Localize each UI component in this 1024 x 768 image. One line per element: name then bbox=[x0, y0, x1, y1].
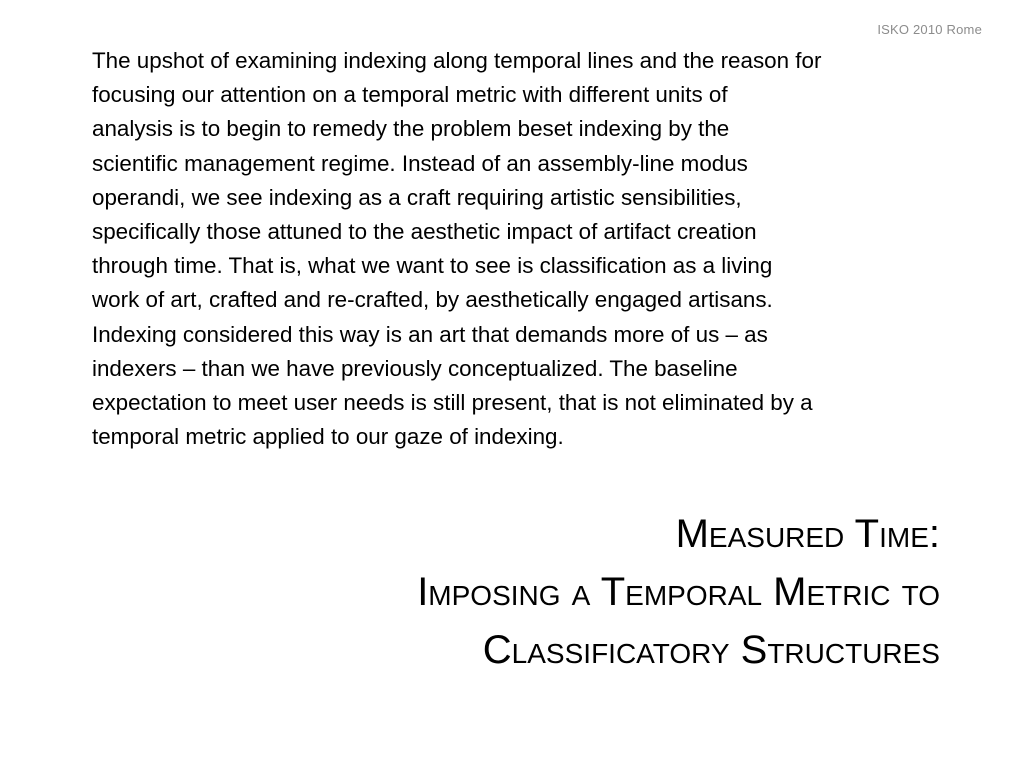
conference-tag: ISKO 2010 Rome bbox=[877, 22, 982, 37]
body-line: specifically those attuned to the aesthetic impact of artifact creation bbox=[92, 219, 757, 245]
body-line: focusing our attention on a temporal metric with different units of bbox=[92, 82, 728, 108]
body-line: scientific management regime. Instead of an assembly-line modus bbox=[92, 150, 748, 176]
title-line-1: Measured Time: bbox=[675, 512, 940, 556]
title-line-3: Classificatory Structures bbox=[482, 628, 940, 672]
body-line: Indexing considered this way is an art that demands more of us – as bbox=[92, 321, 768, 347]
body-line: The upshot of examining indexing along temporal lines and the reason for bbox=[92, 48, 822, 73]
body-paragraph bbox=[92, 44, 954, 454]
body-line: indexers – than we have previously conceptualized. The baseline bbox=[92, 355, 738, 381]
title-line-2: Imposing a Temporal Metric to bbox=[417, 570, 940, 614]
body-line: expectation to meet user needs is still present, that is not eliminated by a bbox=[92, 390, 813, 416]
body-line: operandi, we see indexing as a craft requiring artistic sensibilities, bbox=[92, 184, 742, 210]
body-line: work of art, crafted and re-crafted, by aesthetically engaged artisans. bbox=[92, 287, 773, 313]
body-line: analysis is to begin to remedy the problem beset indexing by the bbox=[92, 116, 730, 142]
body-line: through time. That is, what we want to see is classification as a living bbox=[92, 253, 773, 279]
body-line: temporal metric applied to our gaze of indexing. bbox=[92, 424, 564, 450]
slide-title bbox=[240, 505, 940, 679]
